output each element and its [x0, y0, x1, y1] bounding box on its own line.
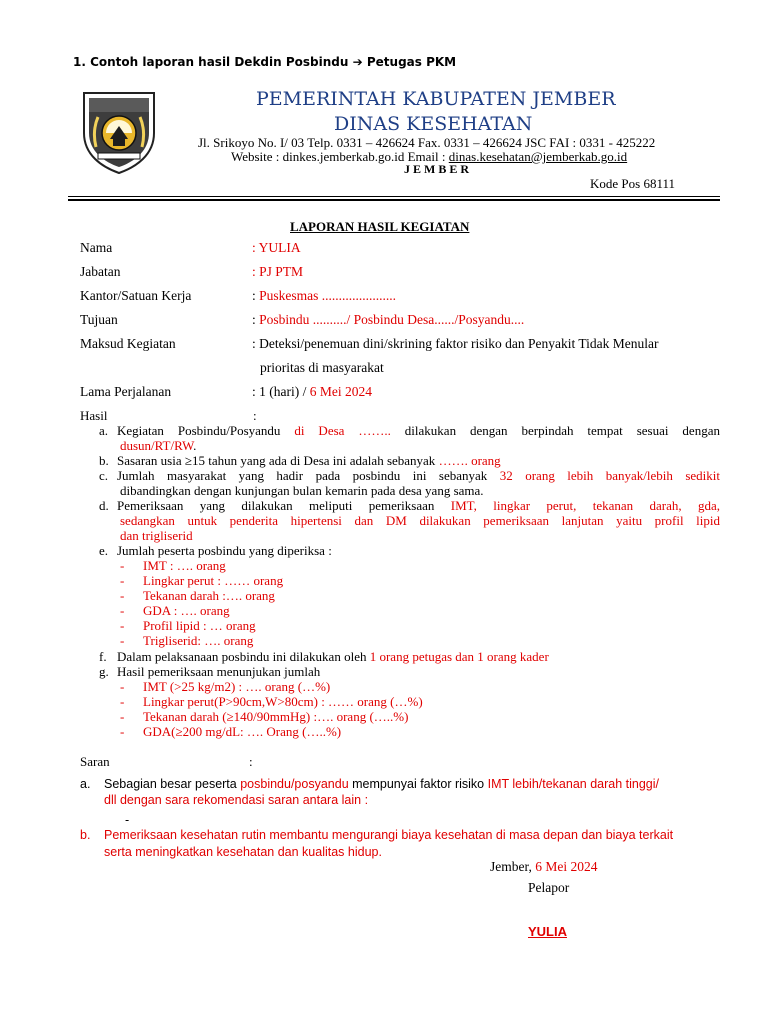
- hasil-e-marker: e.: [99, 543, 109, 558]
- signature-place-date: Jember, 6 Mei 2024: [490, 859, 598, 874]
- kantor-label: Kantor/Satuan Kerja: [80, 288, 192, 303]
- agency-name: DINAS KESEHATAN: [334, 113, 533, 135]
- postal-code: Kode Pos 68111: [590, 176, 675, 191]
- list-bullet: -: [120, 588, 125, 603]
- government-name: PEMERINTAH KABUPATEN JEMBER: [256, 88, 616, 110]
- report-title: LAPORAN HASIL KEGIATAN: [290, 219, 470, 234]
- saran-b-marker: b.: [80, 828, 91, 842]
- saran-a-line2: dll dengan sara rekomendasi saran antara lain :: [104, 793, 369, 807]
- list-bullet: -: [120, 709, 125, 724]
- address-line: Jl. Srikoyo No. I/ 03 Telp. 0331 – 426624 Fax. 0331 – 426624 JSC FAI : 0331 - 425222: [198, 135, 656, 150]
- hasil-d-marker: d.: [99, 498, 109, 513]
- tujuan-value: : Posbindu ........../ Posbindu Desa....../Posyandu....: [252, 312, 525, 327]
- letterhead-divider-thick: [68, 199, 720, 201]
- hasil-d-line1: Pemeriksaan yang dilakukan meliputi pemeriksaan IMT, lingkar perut, tekanan darah, gda,: [117, 498, 720, 513]
- list-item: IMT (>25 kg/m2) : …. orang (…%): [143, 679, 331, 694]
- list-bullet: -: [120, 618, 125, 633]
- saran-colon: :: [249, 754, 253, 769]
- nama-label: Nama: [80, 240, 113, 255]
- hasil-e-line: Jumlah peserta posbindu yang diperiksa :: [117, 543, 332, 558]
- saran-b-line1: Pemeriksaan kesehatan rutin membantu mengurangi biaya kesehatan di masa depan dan biaya terkait: [104, 828, 674, 842]
- list-item: Lingkar perut(P>90cm,W>80cm) : …… orang (…%): [143, 694, 423, 709]
- hasil-g-line: Hasil pemeriksaan menunjukan jumlah: [117, 664, 321, 679]
- hasil-label: Hasil: [80, 408, 108, 423]
- hasil-f-marker: f.: [99, 649, 107, 664]
- signature-role: Pelapor: [528, 880, 570, 895]
- list-item: IMT : …. orang: [143, 558, 226, 573]
- list-bullet: -: [120, 694, 125, 709]
- hasil-colon: :: [253, 408, 257, 423]
- list-item: Tekanan darah :…. orang: [143, 588, 275, 603]
- hasil-g-marker: g.: [99, 664, 109, 679]
- list-item: Profil lipid : … orang: [143, 618, 256, 633]
- list-item: Trigliserid: …. orang: [143, 633, 254, 648]
- arrow-icon: ➔: [352, 55, 363, 69]
- saran-b-line2: serta meningkatkan kesehatan dan kualitas hidup.: [104, 845, 382, 859]
- jabatan-value: : PJ PTM: [252, 264, 304, 279]
- saran-label: Saran: [80, 754, 110, 769]
- hasil-d-line3: dan trigliserid: [120, 528, 193, 543]
- hasil-b-line: Sasaran usia ≥15 tahun yang ada di Desa ini adalah sebanyak ……. orang: [117, 453, 501, 468]
- list-item: GDA : …. orang: [143, 603, 230, 618]
- hasil-a-line1: Kegiatan Posbindu/Posyandu di Desa …….. dilakukan dengan berpindah tempat sesuai dengan: [117, 423, 720, 438]
- hasil-f-line: Dalam pelaksanaan posbindu ini dilakukan oleh 1 orang petugas dan 1 orang kader: [117, 649, 549, 664]
- list-bullet: -: [120, 603, 125, 618]
- list-bullet: -: [120, 633, 125, 648]
- signature-name: YULIA: [528, 924, 567, 939]
- lama-value: : 1 (hari) / 6 Mei 2024: [252, 384, 372, 399]
- hasil-a-line2: dusun/RT/RW.: [120, 438, 197, 453]
- kantor-value: : Puskesmas ......................: [252, 288, 397, 303]
- saran-dash: -: [125, 813, 130, 827]
- list-bullet: -: [120, 724, 125, 739]
- hasil-c-line2: dibandingkan dengan kunjungan bulan kemarin pada desa yang sama.: [120, 483, 484, 498]
- maksud-value-line2: prioritas di masyarakat: [260, 360, 384, 375]
- city-name: JEMBER: [404, 162, 473, 176]
- kabupaten-jember-logo: [80, 89, 158, 175]
- document-heading: 1. Contoh laporan hasil Dekdin Posbindu ➔ Petugas PKM: [73, 55, 457, 69]
- hasil-d-line2: sedangkan untuk penderita hipertensi dan DM dilakukan pemeriksaan lanjutan yaitu profil lipid: [120, 513, 720, 528]
- list-item: Lingkar perut : …… orang: [143, 573, 284, 588]
- letterhead-divider-thin: [68, 196, 720, 197]
- list-bullet: -: [120, 558, 125, 573]
- list-item: GDA(≥200 mg/dL: …. Orang (…..%): [143, 724, 342, 739]
- lama-label: Lama Perjalanan: [80, 384, 172, 399]
- list-bullet: -: [120, 573, 125, 588]
- nama-value: : YULIA: [252, 240, 301, 255]
- maksud-label: Maksud Kegiatan: [80, 336, 176, 351]
- email-link[interactable]: dinas.kesehatan@jemberkab.go.id: [448, 149, 628, 164]
- tujuan-label: Tujuan: [80, 312, 118, 327]
- maksud-value-line1: : Deteksi/penemuan dini/skrining faktor risiko dan Penyakit Tidak Menular: [252, 336, 659, 351]
- hasil-c-line1: Jumlah masyarakat yang hadir pada posbindu ini sebanyak 32 orang lebih banyak/lebih sedikit: [117, 468, 721, 483]
- list-item: Tekanan darah (≥140/90mmHg) :…. orang (…..%): [143, 709, 409, 724]
- saran-a-line1: Sebagian besar peserta posbindu/posyandu mempunyai faktor risiko IMT lebih/tekanan darah tinggi/: [104, 777, 659, 791]
- hasil-b-marker: b.: [99, 453, 109, 468]
- jabatan-label: Jabatan: [80, 264, 121, 279]
- list-bullet: -: [120, 679, 125, 694]
- hasil-c-marker: c.: [99, 468, 109, 483]
- website-email-line: Website : dinkes.jemberkab.go.id Email : dinas.kesehatan@jemberkab.go.id: [231, 149, 628, 164]
- hasil-a-marker: a.: [99, 423, 109, 438]
- saran-a-marker: a.: [80, 777, 91, 791]
